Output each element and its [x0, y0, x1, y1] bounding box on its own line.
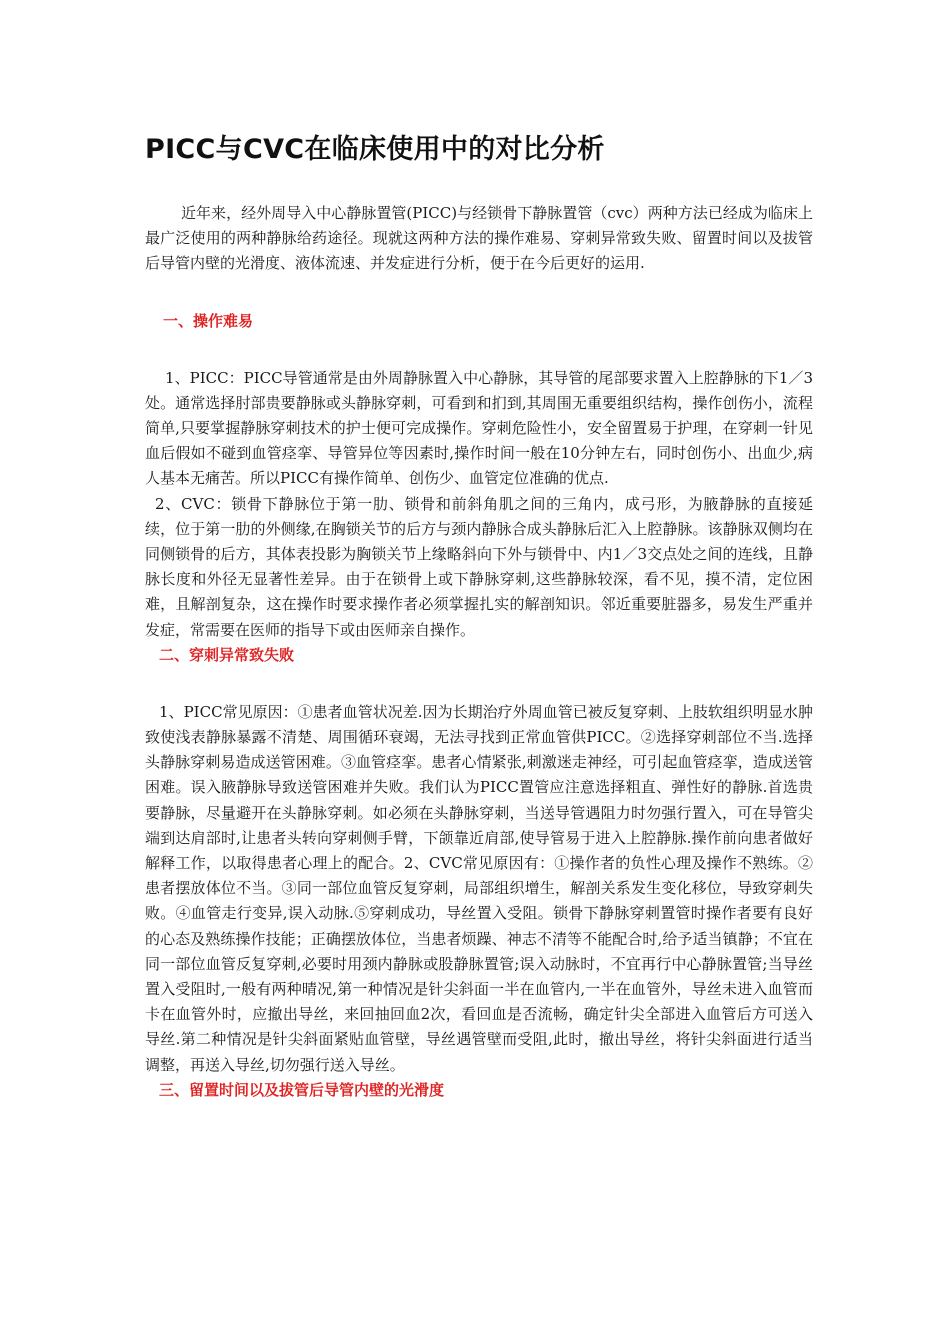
- paragraph-picc-operation: 1、PICC：PICC导管通常是由外周静脉置入中心静脉，其导管的尾部要求置入上腔静脉的下1／3处。通常选择肘部贵要静脉或头静脉穿刺，可看到和扪到,其周围无重要组织结构，操作创伤小，流程简单,只要掌握静脉穿刺技术的护士便可完成操作。穿刺危险性小，安全留置易于护理，在穿刺一针见血后假如不碰到血管痉挛、导管异位等因素时,操作时间一般在10分钟左右，同时创伤小、出血少,病人基本无痛苦。所以PICC有操作简单、创伤少、血管定位准确的优点.: [145, 368, 813, 488]
- section-heading-puncture-failure: 二、穿刺异常致失败: [159, 645, 295, 664]
- paragraph-cvc-operation: 2、CVC：锁骨下静脉位于第一肋、锁骨和前斜角肌之间的三角内，成弓形，为腋静脉的直接延续，位于第一肋的外侧缘,在胸锁关节的后方与颈内静脉合成头静脉后汇入上腔静脉。该静脉双侧均在同侧锁骨的后方，其体表投影为胸锁关节上缘略斜向下外与锁骨中、内1／3交点处之间的连线，且静脉长度和外径无显著性差异。由于在锁骨上或下静脉穿刺,这些静脉较深，看不见，摸不清，定位困难，且解剖复杂，这在操作时要求操作者必须掌握扎实的解剖知识。邻近重要脏器多，易发生严重并发症，常需要在医师的指导下或由医师亲自操作。: [145, 494, 813, 639]
- document-title: PICC与CVC在临床使用中的对比分析: [145, 134, 605, 165]
- intro-paragraph: 近年来，经外周导入中心静脉置管(PICC)与经锁骨下静脉置管（cvc）两种方法已经成为临床上最广泛使用的两种静脉给药途径。现就这两种方法的操作难易、穿刺异常致失败、留置时间以及拔管后导管内壁的光滑度、液体流速、并发症进行分析，便于在今后更好的运用.: [145, 204, 813, 273]
- document-page: [145, 128, 813, 1103]
- section-heading-operation-difficulty: 一、操作难易: [163, 311, 254, 330]
- paragraph-puncture-failure: 1、PICC常见原因：①患者血管状况差.因为长期治疗外周血管已被反复穿刺、上肢软组织明显水肿致使浅表静脉暴露不清楚、周围循环衰竭，无法寻找到正常血管供PICC。②选择穿刺部位不当.选择头静脉穿刺易造成送管困难。③血管痉挛。患者心情紧张,刺激迷走神经，可引起血管痉挛，造成送管困难。误入腋静脉导致送管困难并失败。我们认为PICC置管应注意选择粗直、弹性好的静脉.首选贵要静脉，尽量避开在头静脉穿刺。如必须在头静脉穿刺，当送导管遇阻力时勿强行置入，可在导管尖端到达肩部时,让患者头转向穿刺侧手臂，下颌靠近肩部,使导管易于进入上腔静脉.操作前向患者做好解释工作，以取得患者心理上的配合。2、CVC常见原因有：①操作者的负性心理及操作不熟练。②患者摆放体位不当。③同一部位血管反复穿刺，局部组织增生，解剖关系发生变化移位，导致穿刺失败。④血管走行变异,误入动脉.⑤穿刺成功，导丝置入受阻。锁骨下静脉穿刺置管时操作者要有良好的心态及熟练操作技能；正确摆放体位，当患者烦躁、神志不清等不能配合时,给予适当镇静；不宜在同一部位血管反复穿刺,必要时用颈内静脉或股静脉置管;误入动脉时，不宜再行中心静脉置管;当导丝置入受阻时,一般有两种晴况,第一种情况是针尖斜面一半在血管内,一半在血管外，导丝未进入血管而卡在血管外时，应撤出导丝，来回抽回血2次，看回血是否流畅，确定针尖全部进入血管后方可送入导丝.第二种情况是针尖斜面紧贴血管壁，导丝遇管壁而受阻,此时，撤出导丝，将针尖斜面进行适当调整，再送入导丝,切勿强行送入导丝。: [145, 702, 813, 1074]
- section-heading-retention-time: 三、留置时间以及拔管后导管内壁的光滑度: [159, 1080, 445, 1099]
